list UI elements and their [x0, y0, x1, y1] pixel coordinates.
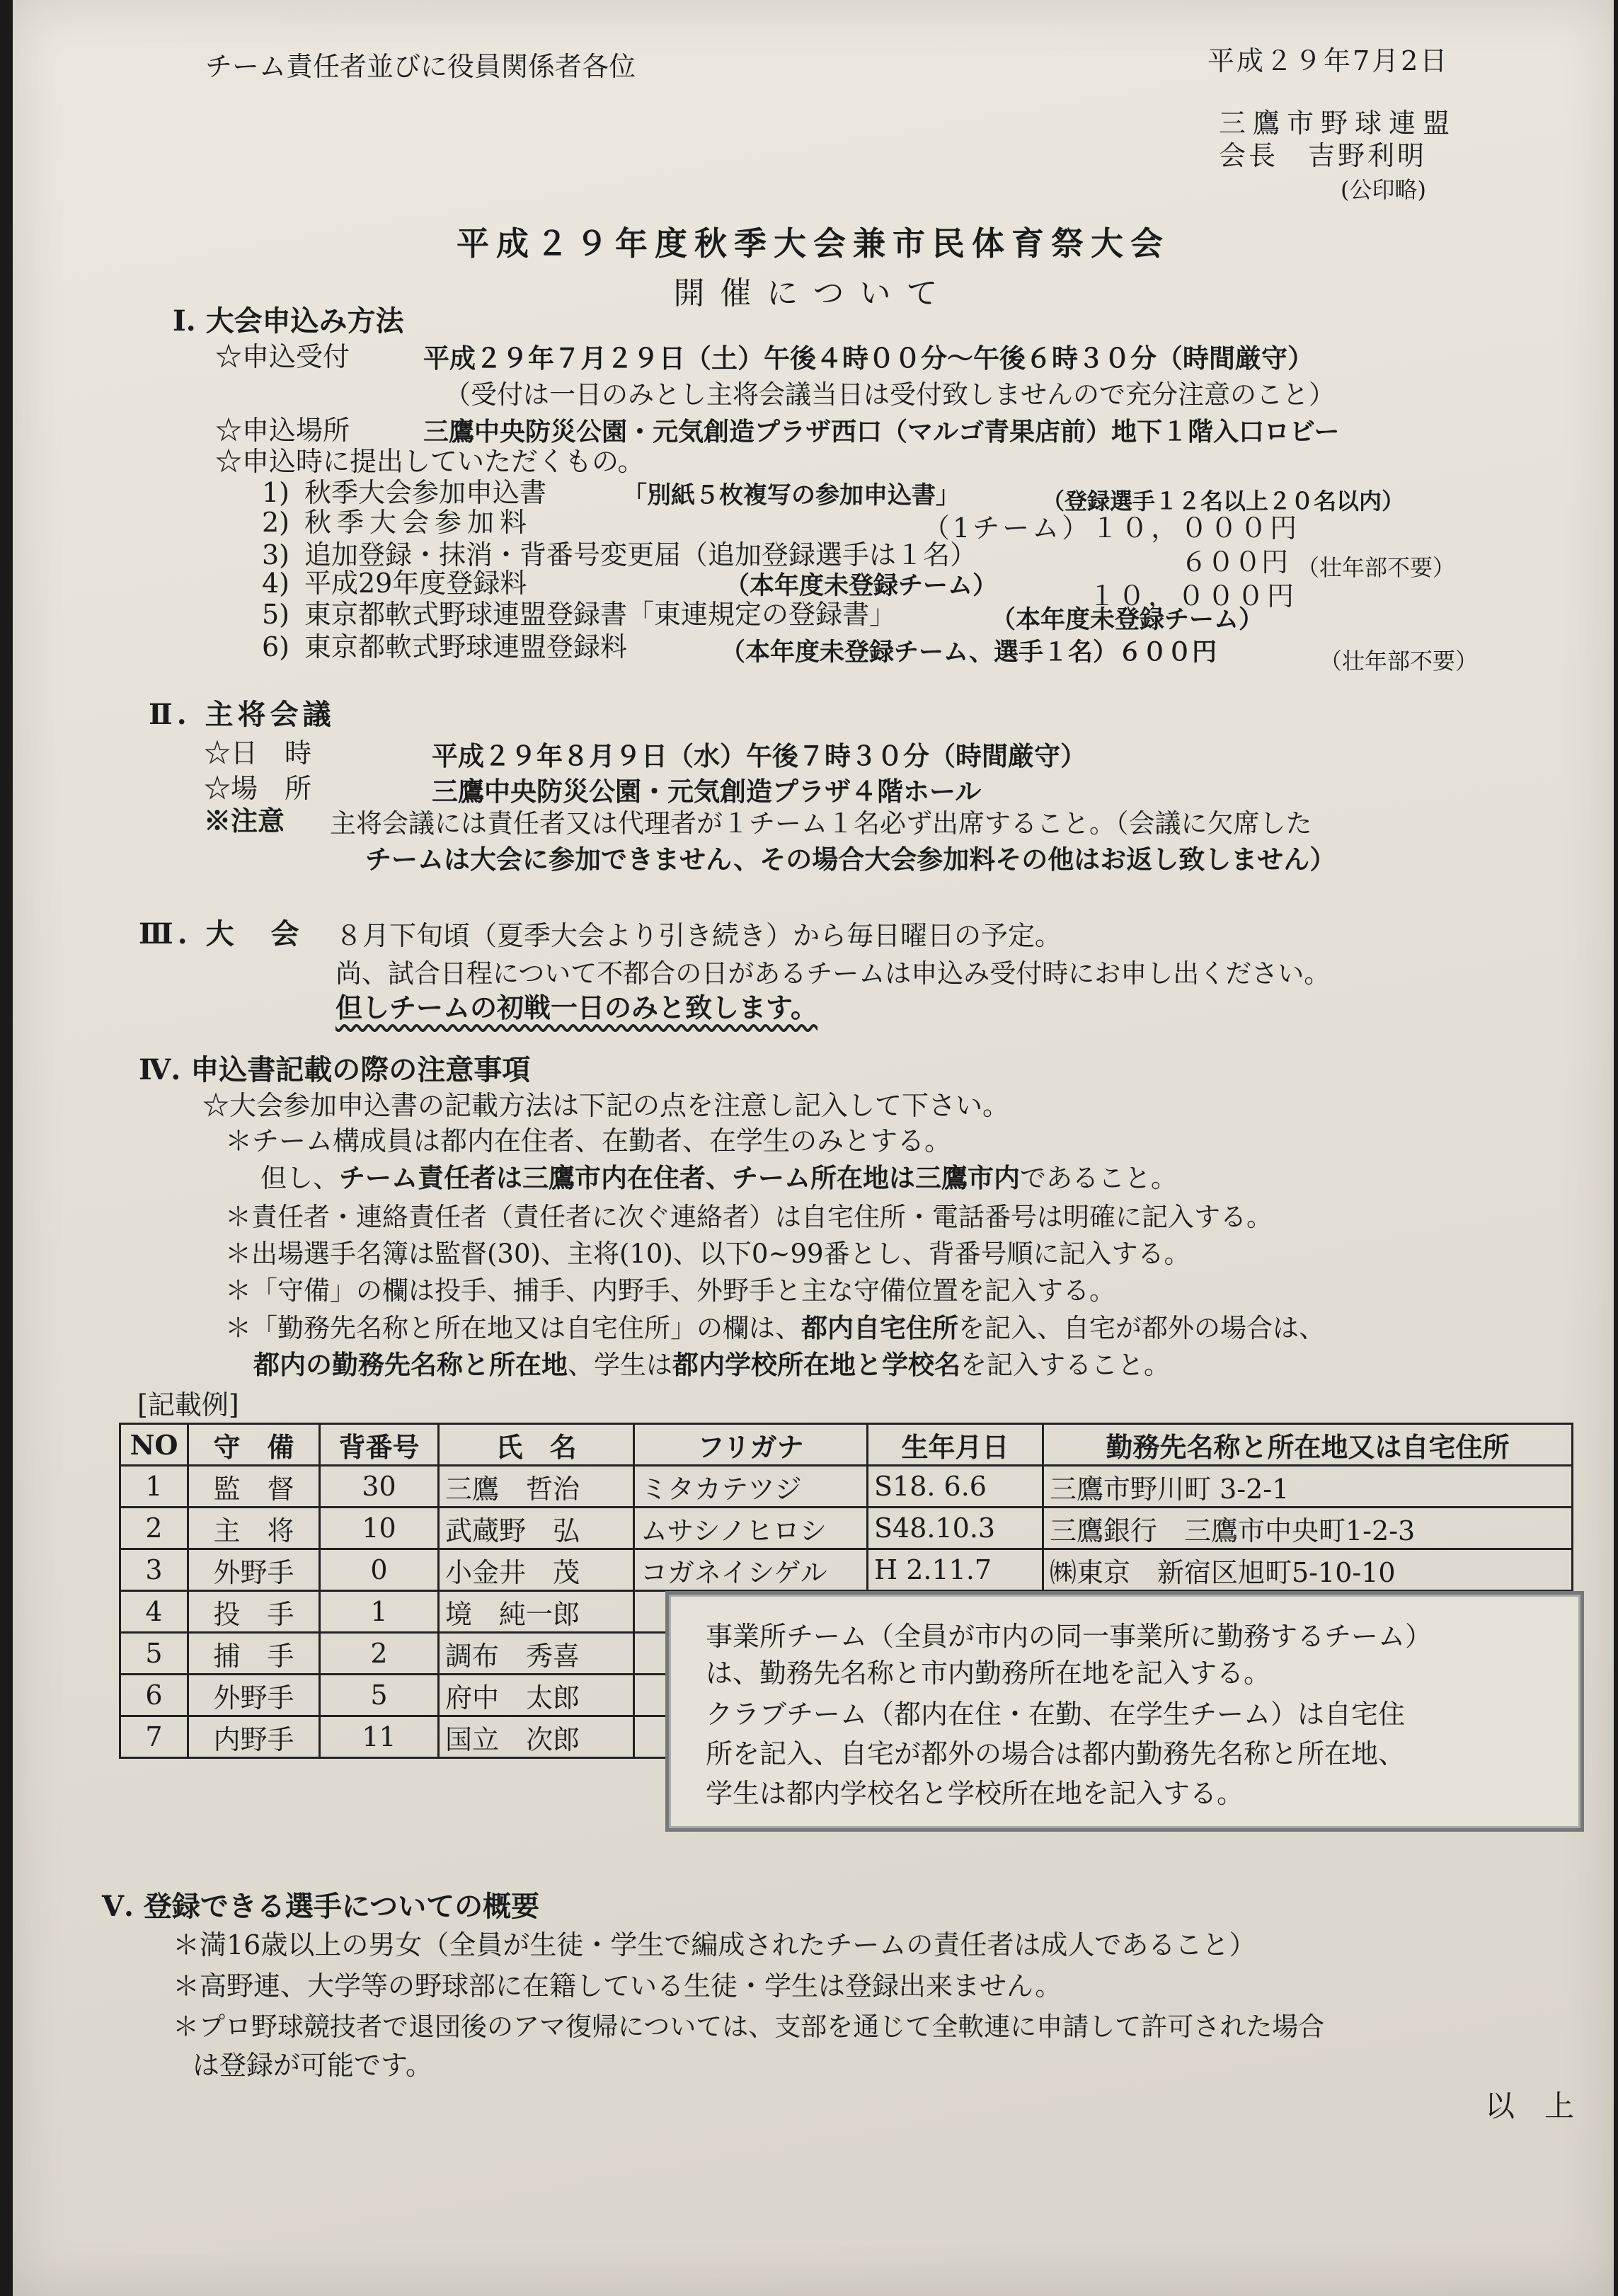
header-no: NO [120, 1424, 188, 1466]
cell-position: 主 将 [188, 1508, 320, 1549]
caution-line-2: チームは大会に参加できません、その場合大会参加料その他はお返し致しません） [365, 844, 1336, 875]
cell-number: 11 [320, 1716, 439, 1758]
table-row [120, 1549, 1573, 1591]
cell-no: 1 [120, 1466, 188, 1508]
section-1-heading: Ⅰ. 大会申込み方法 [173, 304, 404, 338]
cell-no: 7 [120, 1716, 188, 1758]
document-page [13, 0, 1614, 2296]
form-instructions-intro: ☆大会参加申込書の記載方法は下記の点を注意し記入して下さい。 [202, 1090, 1010, 1121]
item-5-name: 東京都軟式野球連盟登録書「東連規定の登録書」 [304, 599, 897, 630]
instruction-position: ＊「守備」の欄は投手、捕手、内野手、外野手と主な守備位置を記入する。 [225, 1275, 1115, 1306]
item-4-detail: （本年度未登録チーム） [725, 571, 998, 600]
header-furigana: フリガナ [634, 1424, 868, 1466]
cell-no: 2 [120, 1508, 188, 1549]
cell-number: 5 [320, 1675, 439, 1716]
cell-number: 1 [320, 1591, 439, 1633]
section-4-heading: Ⅳ. 申込書記載の際の注意事項 [139, 1053, 531, 1086]
item-3-extra: （壮年部不要） [1297, 554, 1456, 581]
section-2-heading: Ⅱ. 主将会議 [149, 698, 335, 731]
cell-birthdate: H 2.11.7 [868, 1549, 1043, 1591]
note-line-2: は、勤務先名称と市内勤務所在地を記入する。 [706, 1658, 1271, 1689]
meeting-datetime: 平成２９年８月９日（水）午後７時３０分（時間厳守） [432, 740, 1086, 771]
section-5-heading: Ⅴ. 登録できる選手についての概要 [102, 1890, 540, 1923]
president-name: 会長 吉野利明 [1219, 140, 1428, 171]
cell-position: 外野手 [188, 1549, 320, 1591]
item-4-number: 4) [262, 568, 290, 599]
table-row [120, 1508, 1573, 1549]
submit-items-label: ☆申込時に提出していただくもの。 [215, 446, 645, 477]
cell-furigana: ムサシノヒロシ [634, 1508, 868, 1549]
cell-number: 0 [320, 1549, 439, 1591]
item-1-number: 1) [262, 477, 290, 508]
instruction-residency [260, 1161, 1177, 1195]
closing-remark: 以 上 [1485, 2089, 1575, 2123]
header-uniform-number: 背番号 [320, 1424, 439, 1466]
cell-address: 三鷹市野川町 3-2-1 [1043, 1466, 1573, 1508]
item-5-number: 5) [262, 599, 290, 630]
cell-name: 国立 次郎 [439, 1716, 634, 1758]
tournament-line-1: ８月下旬頃（夏季大会より引き続き）から毎日曜日の予定。 [335, 920, 1062, 951]
item-5-detail: （本年度未登録チーム） [991, 605, 1264, 634]
cell-birthdate: S18. 6.6 [868, 1466, 1043, 1508]
item-6-name: 東京都軟式野球連盟登録料 [304, 631, 628, 662]
instruction-end-text: を記入すること。 [960, 1350, 1170, 1380]
reception-datetime: 平成２９年７月２９日（土）午後４時００分～午後６時３０分（時間厳守） [423, 343, 1314, 374]
cell-position: 外野手 [188, 1675, 320, 1716]
tournament-line-2: 尚、試合日程について不都合の日があるチームは申込み受付時にお申し出ください。 [335, 958, 1331, 989]
meeting-place: 三鷹中央防災公園・元気創造プラザ４階ホール [432, 776, 982, 807]
cell-address: 三鷹銀行 三鷹市中央町1-2-3 [1043, 1508, 1573, 1549]
cell-furigana: コガネイシゲル [634, 1549, 868, 1591]
cell-name: 武蔵野 弘 [439, 1508, 634, 1549]
cell-number: 30 [320, 1466, 439, 1508]
cell-position: 内野手 [188, 1716, 320, 1758]
organization-name: 三鷹市野球連盟 [1219, 108, 1457, 139]
cell-name: 小金井 茂 [439, 1549, 634, 1591]
eligibility-age: ＊満16歳以上の男女（全員が生徒・学生で編成されたチームの責任者は成人であること） [173, 1929, 1256, 1961]
caution-label: ※注意 [204, 805, 285, 837]
instruction-members: ＊チーム構成員は都内在住者、在勤者、在学生のみとする。 [225, 1125, 952, 1156]
reception-note: （受付は一日のみとし主将会議当日は受付致しませんので充分注意のこと） [444, 379, 1335, 410]
item-4-name: 平成29年度登録料 [304, 568, 527, 599]
instruction-residency-bold: チーム責任者は三鷹市内在住者、チーム所在地は三鷹市内 [339, 1162, 1020, 1193]
note-line-3: クラブチーム（都内在住・在勤、在学生チーム）は自宅住 [706, 1699, 1406, 1730]
instruction-school-bold: 都内学校所在地と学校名 [672, 1349, 960, 1380]
instruction-work-bold: 都内の勤務先名称と所在地 [253, 1349, 568, 1380]
header-birthdate: 生年月日 [868, 1424, 1043, 1466]
reception-label: ☆申込受付 [215, 341, 350, 372]
instruction-contact: ＊責任者・連絡責任者（責任者に次ぐ連絡者）は自宅住所・電話番号は明確に記入する。 [225, 1202, 1273, 1232]
cell-name: 調布 秀喜 [439, 1633, 634, 1675]
header-position: 守 備 [188, 1424, 320, 1466]
item-3-number: 3) [262, 539, 290, 570]
instruction-address-prefix: ＊「勤務先名称と所在地又は自宅住所」の欄は、 [225, 1313, 801, 1343]
item-4-extra: １０，０００円 [1089, 580, 1297, 612]
header-name: 氏 名 [439, 1424, 634, 1466]
application-place: 三鷹中央防災公園・元気創造プラザ西口（マルゴ青果店前）地下１階入口ロビー [423, 417, 1340, 447]
meeting-date-label: ☆日 時 [204, 737, 312, 769]
cell-furigana: ミタカテツジ [634, 1466, 868, 1508]
cell-number: 10 [320, 1508, 439, 1549]
issue-date: 平成２９年7月2日 [1207, 45, 1450, 76]
cell-number: 2 [320, 1633, 439, 1675]
instruction-address-suffix: を記入、自宅が都外の場合は、 [958, 1313, 1325, 1343]
table-header-row [120, 1424, 1573, 1466]
item-2-name: 秋季大会参加料 [304, 507, 533, 538]
item-1-extra: （登録選手１２名以上２０名以内） [1042, 488, 1405, 515]
instruction-address-bold: 都内自宅住所 [801, 1312, 958, 1343]
instruction-address [225, 1311, 1325, 1345]
caution-line-1: 主将会議には責任者又は代理者が１チーム１名必ず出席すること。（会議に欠席した [330, 808, 1312, 839]
cell-no: 6 [120, 1675, 188, 1716]
example-label: [記載例] [137, 1389, 239, 1420]
item-6-number: 6) [262, 631, 290, 662]
table-row [120, 1466, 1573, 1508]
cell-address: ㈱東京 新宿区旭町5-10-10 [1043, 1549, 1573, 1591]
example-note-box [665, 1591, 1584, 1832]
cell-position: 監 督 [188, 1466, 320, 1508]
note-line-1: 事業所チーム（全員が市内の同一事業所に勤務するチーム） [706, 1621, 1433, 1652]
note-line-5: 学生は都内学校名と学校所在地を記入する。 [706, 1778, 1244, 1809]
instruction-student-text: 、学生は [568, 1350, 672, 1380]
item-2-detail: （1チーム）１０，０００円 [923, 512, 1300, 544]
item-3-name: 追加登録・抹消・背番号変更届（追加登録選手は１名） [304, 539, 977, 570]
eligibility-pro-line-2: は登録が可能です。 [193, 2050, 432, 2081]
instruction-residency-prefix: 但し、 [260, 1163, 339, 1193]
instruction-roster: ＊出場選手名簿は監督(30)、主将(10)、以下0~99番とし、背番号順に記入する。 [225, 1239, 1190, 1269]
cell-position: 投 手 [188, 1591, 320, 1633]
cell-no: 3 [120, 1549, 188, 1591]
cell-no: 4 [120, 1591, 188, 1633]
seal-omitted-note: (公印略) [1341, 176, 1426, 203]
cell-position: 捕 手 [188, 1633, 320, 1675]
item-6-extra: （壮年部不要） [1319, 648, 1479, 675]
document-title: 平成２９年度秋季大会兼市民体育祭大会 [457, 224, 1170, 263]
document-subtitle: 開催について [673, 275, 953, 311]
item-2-number: 2) [262, 507, 290, 538]
eligibility-school-club: ＊高野連、大学等の野球部に在籍している生徒・学生は登録出来ません。 [173, 1970, 1062, 2002]
item-1-detail: 「別紙５枚複写の参加申込書」 [623, 481, 960, 510]
note-line-4: 所を記入、自宅が都外の場合は都内勤務先名称と所在地、 [706, 1738, 1406, 1769]
addressee: チーム責任者並びに役員関係者各位 [205, 51, 636, 82]
instruction-residency-suffix: であること。 [1020, 1163, 1177, 1193]
item-6-detail: （本年度未登録チーム、選手１名）６００円 [721, 638, 1217, 667]
meeting-place-label: ☆場 所 [204, 773, 312, 804]
instruction-address-cont [253, 1348, 1170, 1382]
cell-name: 境 純一郎 [439, 1591, 634, 1633]
item-1-name: 秋季大会参加申込書 [304, 477, 547, 508]
cell-name: 三鷹 哲治 [439, 1466, 634, 1508]
place-label: ☆申込場所 [215, 415, 350, 446]
tournament-line-3: 但しチームの初戦一日のみと致します。 [335, 992, 817, 1023]
header-address: 勤務先名称と所在地又は自宅住所 [1043, 1424, 1573, 1466]
section-3-heading: Ⅲ. 大 会 [139, 917, 304, 951]
eligibility-pro-line-1: ＊プロ野球競技者で退団後のアマ復帰については、支部を通じて全軟連に申請して許可された場合 [173, 2011, 1325, 2042]
cell-birthdate: S48.10.3 [868, 1508, 1043, 1549]
item-3-detail: ６００円 [1181, 546, 1289, 578]
cell-no: 5 [120, 1633, 188, 1675]
cell-name: 府中 太郎 [439, 1675, 634, 1716]
